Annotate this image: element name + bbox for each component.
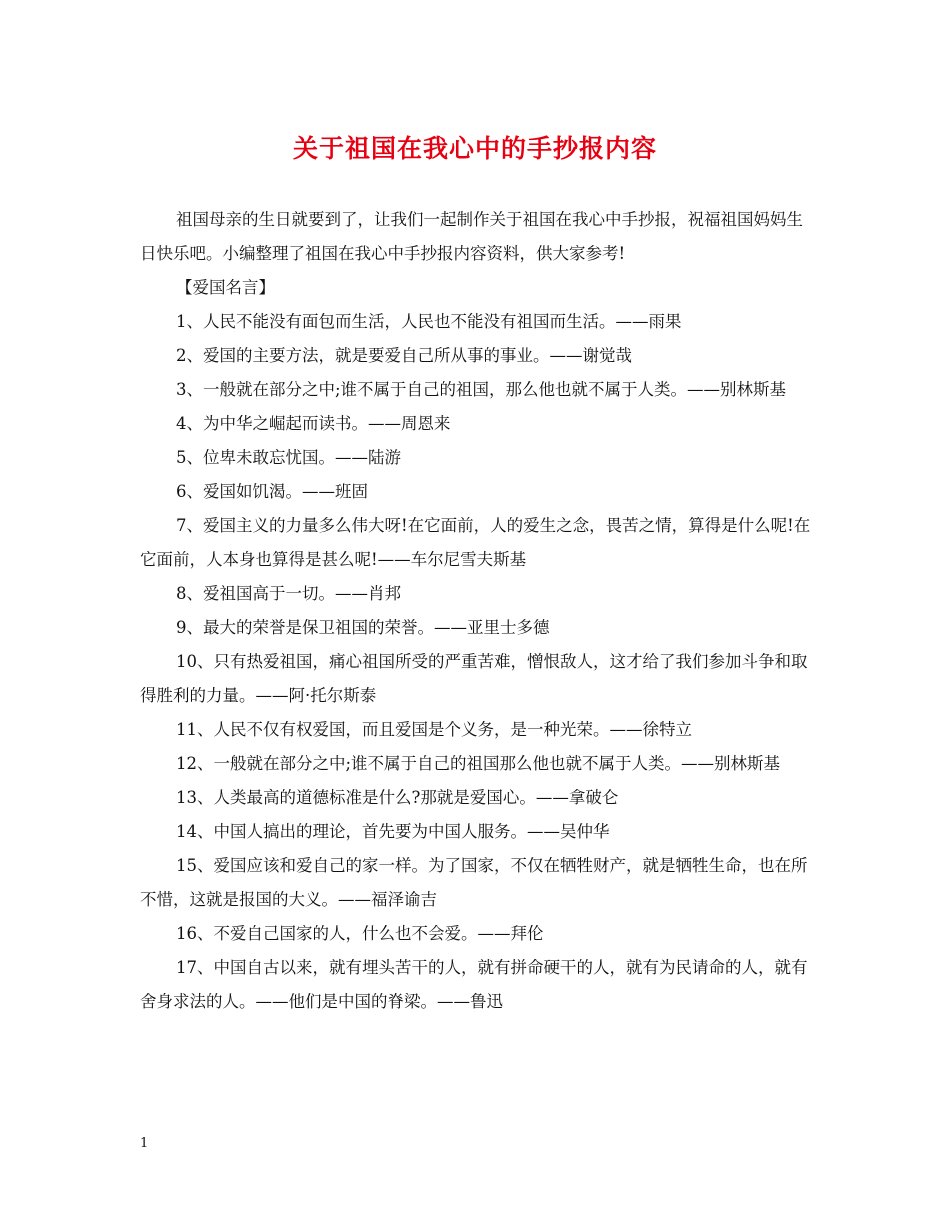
quote-item: 6、爱国如饥渴。——班固 [176,482,368,501]
document-title: 关于祖国在我心中的手抄报内容 [292,134,657,163]
quote-item: 13、人类最高的道德标准是什么?那就是爱国心。——拿破仑 [176,788,619,807]
quote-item: 9、最大的荣誉是保卫祖国的荣誉。——亚里士多德 [176,618,550,637]
page-number: 1 [140,1136,149,1151]
quote-item: 2、爱国的主要方法，就是要爱自己所从事的事业。——谢觉哉 [176,346,632,365]
quote-item: 1、人民不能没有面包而生活，人民也不能没有祖国而生活。——雨果 [176,312,682,331]
quote-item: 5、位卑未敢忘忧国。——陆游 [176,448,401,467]
document-body [140,203,812,1019]
quote-item: 16、不爱自己国家的人，什么也不会爱。——拜伦 [176,924,544,943]
quote-item: 10、只有热爱祖国，痛心祖国所受的严重苦难，憎恨敌人，这才给了我们参加斗争和取得胜利的力量。——阿·托尔斯泰 [140,652,808,705]
quote-item: 3、一般就在部分之中;谁不属于自己的祖国，那么他也就不属于人类。——别林斯基 [176,380,787,399]
section-heading: 【爱国名言】 [176,278,275,297]
quote-item: 7、爱国主义的力量多么伟大呀!在它面前，人的爱生之念，畏苦之情，算得是什么呢!在它面前，人本身也算得是甚么呢!——车尔尼雪夫斯基 [140,516,811,569]
quote-item: 4、为中华之崛起而读书。——周恩来 [176,414,451,433]
quote-item: 8、爱祖国高于一切。——肖邦 [176,584,401,603]
quote-item: 14、中国人搞出的理论，首先要为中国人服务。——吴仲华 [176,822,610,841]
quote-item: 15、爱国应该和爱自己的家一样。为了国家，不仅在牺牲财产，就是牺牲生命，也在所不惜，这就是报国的大义。——福泽谕吉 [140,856,808,909]
intro-paragraph: 祖国母亲的生日就要到了，让我们一起制作关于祖国在我心中手抄报，祝福祖国妈妈生日快乐吧。小编整理了祖国在我心中手抄报内容资料，供大家参考! [140,210,803,263]
quote-item: 11、人民不仅有权爱国，而且爱国是个义务，是一种光荣。——徐特立 [176,720,692,739]
quote-item: 17、中国自古以来，就有埋头苦干的人，就有拼命硬干的人，就有为民请命的人，就有舍身求法的人。——他们是中国的脊梁。——鲁迅 [140,958,808,1011]
quote-item: 12、一般就在部分之中;谁不属于自己的祖国那么他也就不属于人类。——别林斯基 [176,754,781,773]
